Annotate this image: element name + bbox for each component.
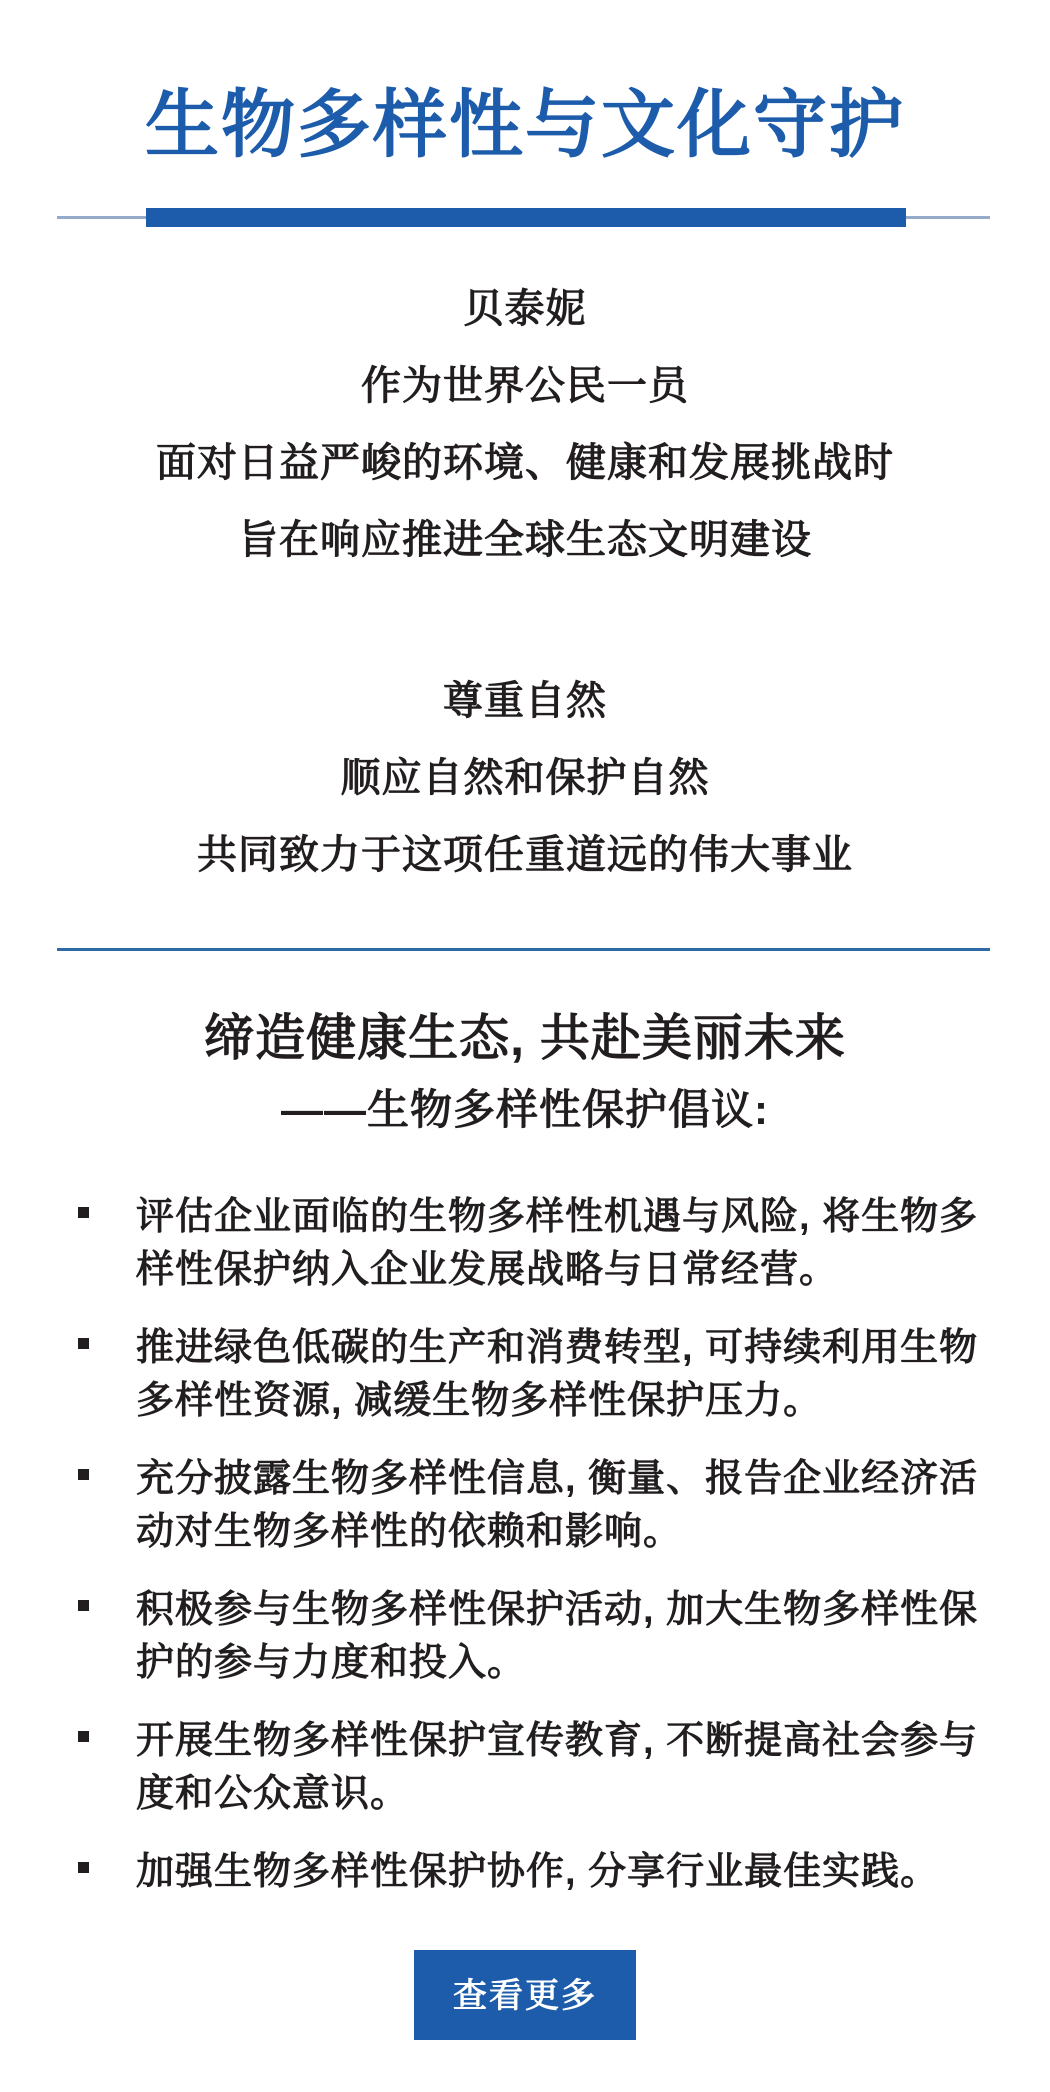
list-item [77, 1453, 988, 1559]
bullet-square-icon [78, 1862, 89, 1873]
list-item-text: 开展生物多样性保护宣传教育, 不断提高社会参与度和公众意识。 [136, 1720, 979, 1815]
list-item [77, 1846, 988, 1899]
intro-line: 顺应自然和保护自然 [340, 756, 710, 800]
section-heading: 缔造健康生态, 共赴美丽未来 [204, 1010, 846, 1066]
list-item-text: 加强生物多样性保护协作, 分享行业最佳实践。 [136, 1851, 940, 1893]
list-item [77, 1191, 988, 1297]
hero-divider [0, 208, 1050, 227]
list-item-text: 推进绿色低碳的生产和消费转型, 可持续利用生物多样性资源, 减缓生物多样性保护压力。 [136, 1327, 979, 1422]
list-item [77, 1584, 988, 1690]
bullet-square-icon [78, 1207, 89, 1218]
section-subheading: ——生物多样性保护倡议: [281, 1086, 769, 1133]
bullet-square-icon [78, 1338, 89, 1349]
view-more-button[interactable]: 查看更多 [414, 1950, 636, 2040]
list-item-text: 积极参与生物多样性保护活动, 加大生物多样性保护的参与力度和投入。 [136, 1589, 979, 1684]
initiative-bullet-list [0, 1191, 1050, 1899]
list-item-text: 评估企业面临的生物多样性机遇与风险, 将生物多样性保护纳入企业发展战略与日常经营。 [136, 1196, 979, 1291]
intro-line: 贝泰妮 [463, 287, 587, 331]
intro-line: 尊重自然 [443, 679, 607, 723]
bullet-square-icon [78, 1469, 89, 1480]
bullet-square-icon [78, 1731, 89, 1742]
page-title: 生物多样性与文化守护 [145, 83, 905, 166]
intro-line: 面对日益严峻的环境、健康和发展挑战时 [156, 441, 894, 485]
intro-line: 作为世界公民一员 [361, 364, 689, 408]
list-item-text: 充分披露生物多样性信息, 衡量、报告企业经济活动对生物多样性的依赖和影响。 [136, 1458, 979, 1553]
bullet-square-icon [78, 1600, 89, 1611]
intro-stanza-1 [0, 271, 1050, 579]
list-item [77, 1715, 988, 1821]
cta-container [0, 1950, 1050, 2040]
intro-stanza-2 [0, 663, 1050, 894]
intro-line: 旨在响应推进全球生态文明建设 [238, 518, 812, 562]
hero-divider-bar [146, 208, 906, 227]
list-item [77, 1322, 988, 1428]
intro-line: 共同致力于这项任重道远的伟大事业 [197, 833, 853, 877]
